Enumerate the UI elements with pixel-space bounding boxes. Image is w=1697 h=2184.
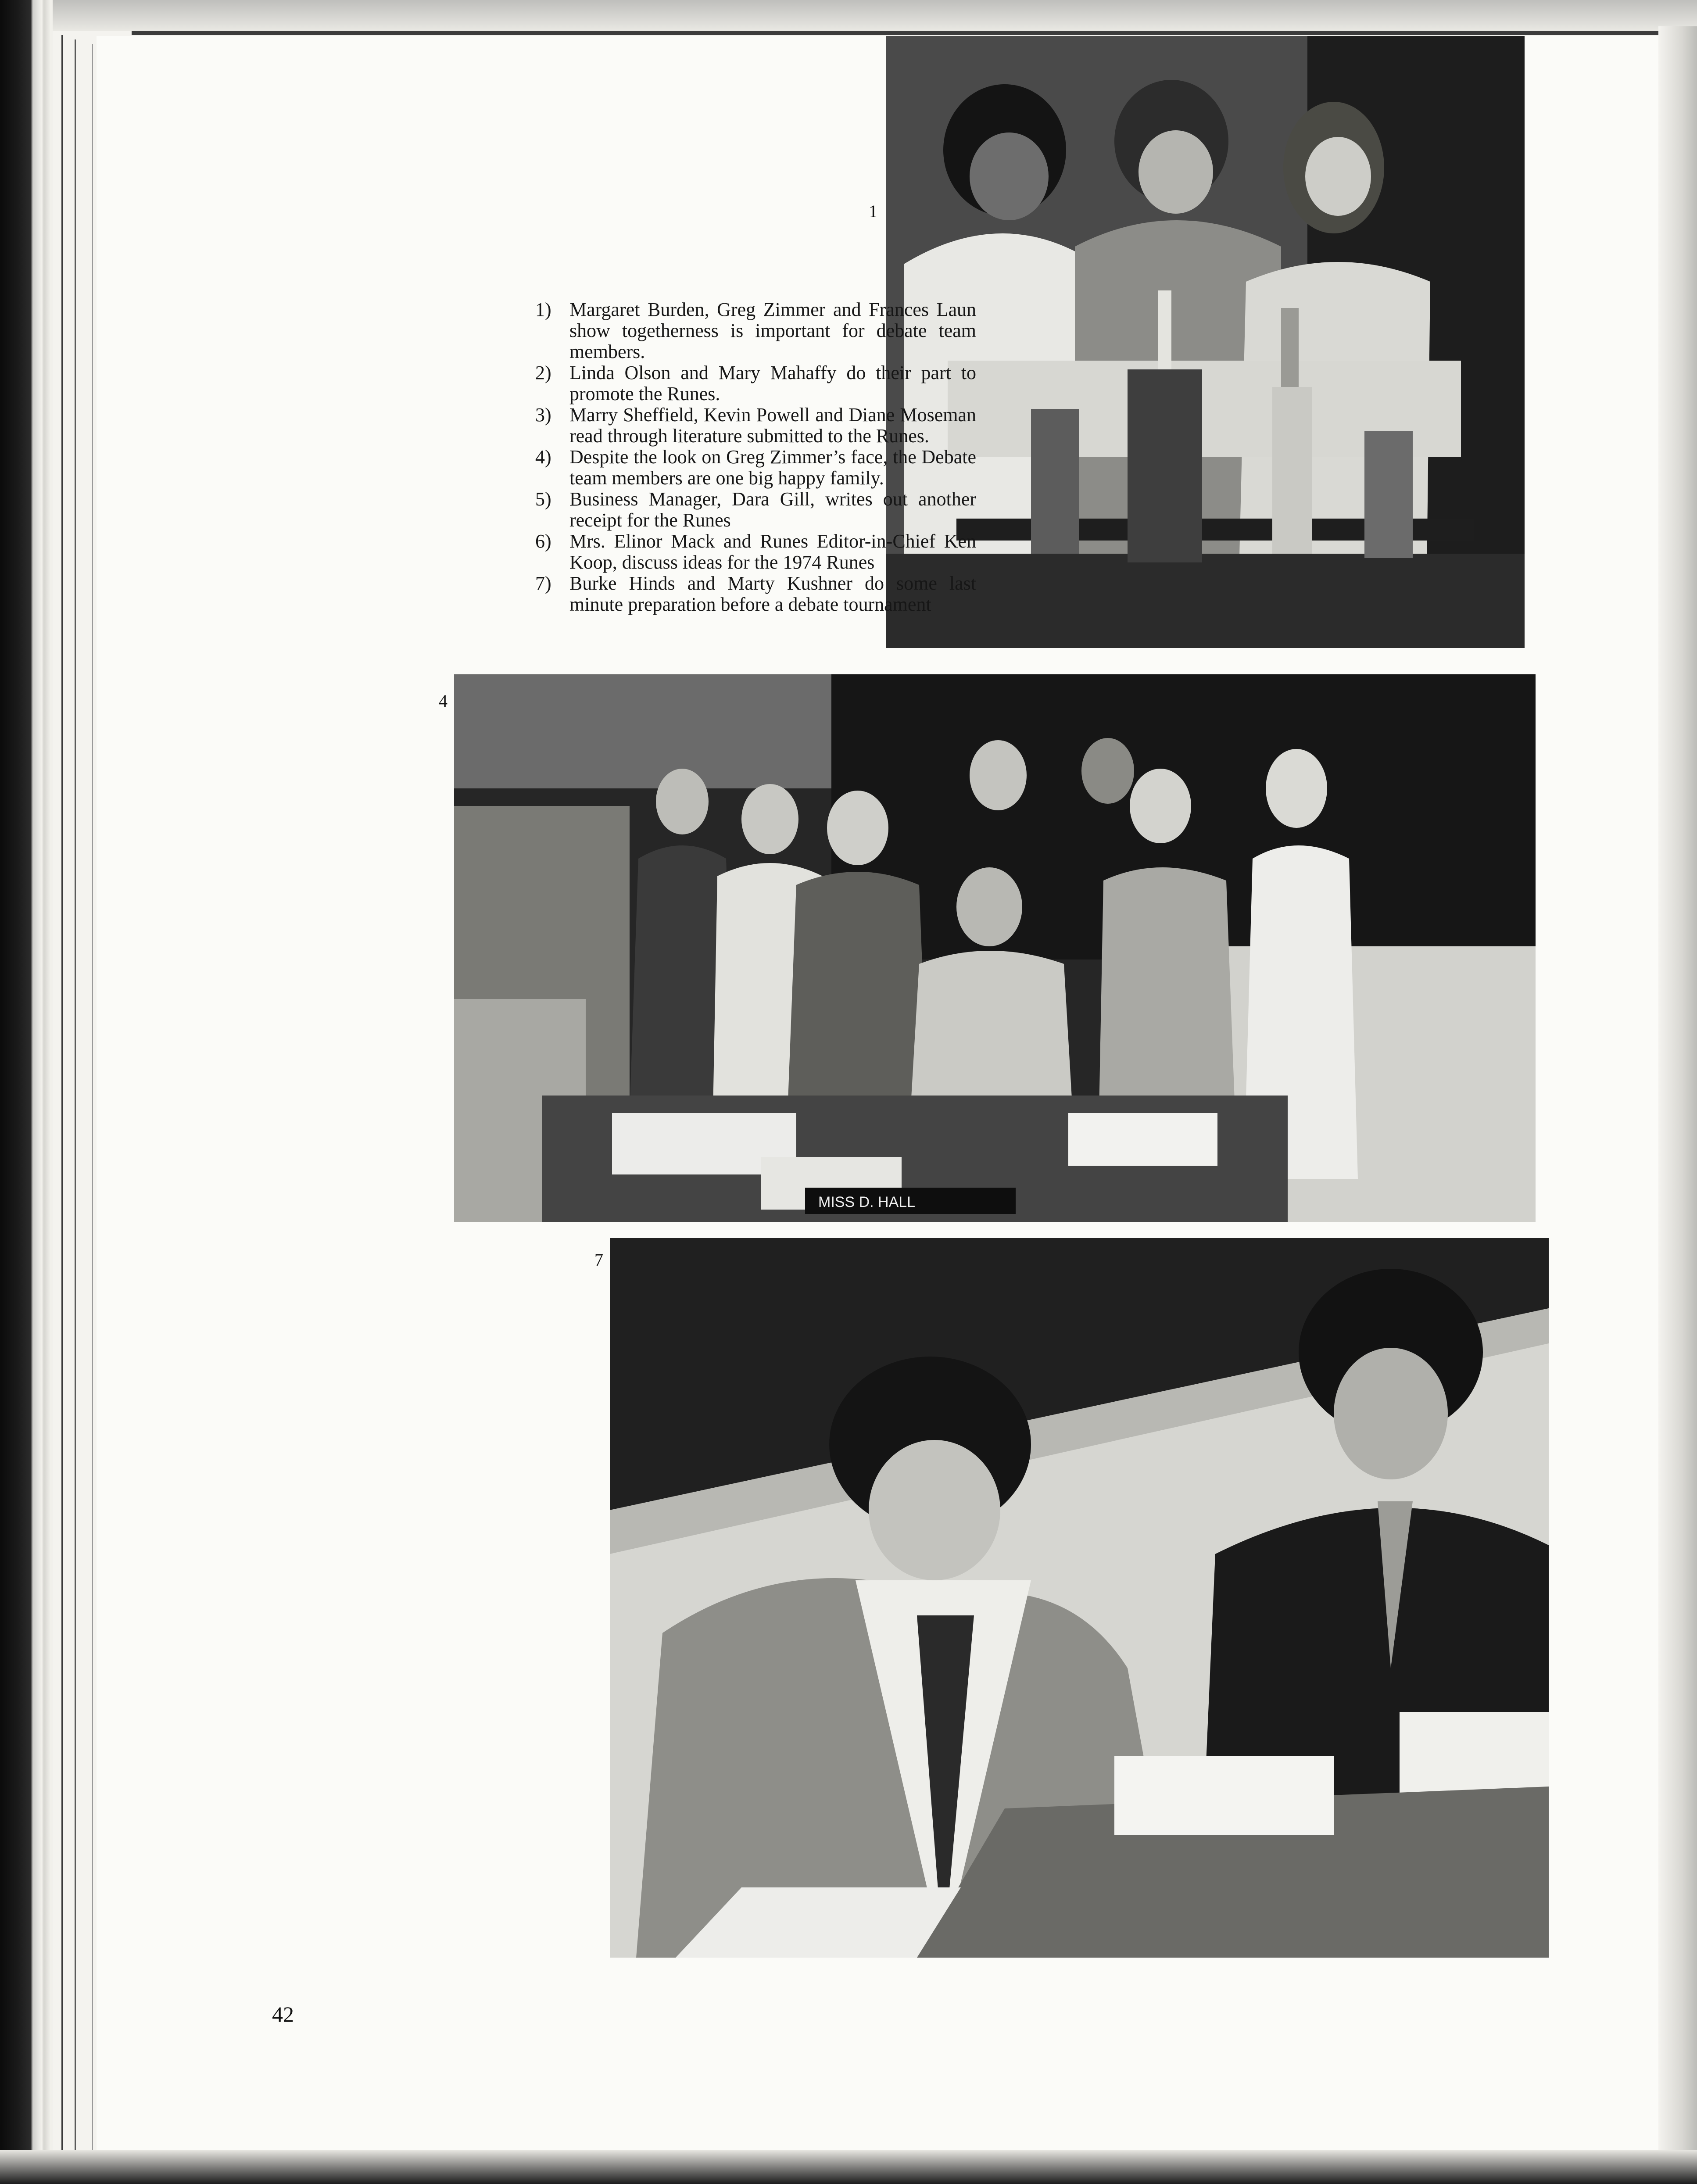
page-number: 42 <box>272 2002 294 2026</box>
caption-text: Mrs. Elinor Mack and Runes Editor-in-Chief Ken Koop, discuss ideas for the 1974 Runes <box>569 530 976 573</box>
caption-item <box>535 531 976 573</box>
caption-number: 2) <box>535 362 551 383</box>
caption-number: 3) <box>535 404 551 426</box>
photo-captions <box>535 299 976 615</box>
photo-number: 4 <box>439 691 448 711</box>
photo-number: 1 <box>869 201 877 221</box>
desk-name-sign: MISS D. HALL <box>818 1194 916 1210</box>
caption-item <box>535 489 976 531</box>
caption-number: 1) <box>535 299 551 320</box>
page-bottom-edge <box>0 2150 1697 2184</box>
photo-number: 7 <box>594 1250 603 1270</box>
book-binding <box>0 0 53 2184</box>
caption-number: 4) <box>535 446 551 468</box>
caption-number: 7) <box>535 573 551 594</box>
caption-text: Marry Sheffield, Kevin Powell and Diane Moseman read through literature submitted to the Runes. <box>569 404 976 447</box>
caption-text: Linda Olson and Mary Mahaffy do their part to promote the Runes. <box>569 362 976 405</box>
photo-debate-trophies <box>886 36 1525 648</box>
caption-text: Despite the look on Greg Zimmer’s face, the Debate team members are one big happy family. <box>569 446 976 489</box>
page-edge-line <box>61 35 63 2176</box>
caption-item <box>535 447 976 489</box>
caption-item <box>535 362 976 405</box>
page-edge-line <box>92 44 93 2167</box>
top-rule <box>132 31 1658 35</box>
yearbook-page <box>97 36 1658 2150</box>
caption-number: 6) <box>535 530 551 552</box>
photo-debate-team-group <box>454 674 1536 1222</box>
photo-debate-preparation <box>610 1238 1549 1958</box>
caption-text: Burke Hinds and Marty Kushner do some last minute preparation before a debate tournament <box>569 573 976 615</box>
caption-item <box>535 573 976 615</box>
page-edge-line <box>75 39 76 2172</box>
caption-item <box>535 405 976 447</box>
page-right-edge <box>1658 26 1697 2184</box>
caption-number: 5) <box>535 488 551 510</box>
caption-item <box>535 299 976 362</box>
caption-text: Business Manager, Dara Gill, writes out another receipt for the Runes <box>569 488 976 531</box>
page-top-edge <box>0 0 1697 31</box>
caption-text: Margaret Burden, Greg Zimmer and Frances Laun show togetherness is important for debate team members. <box>569 299 976 362</box>
